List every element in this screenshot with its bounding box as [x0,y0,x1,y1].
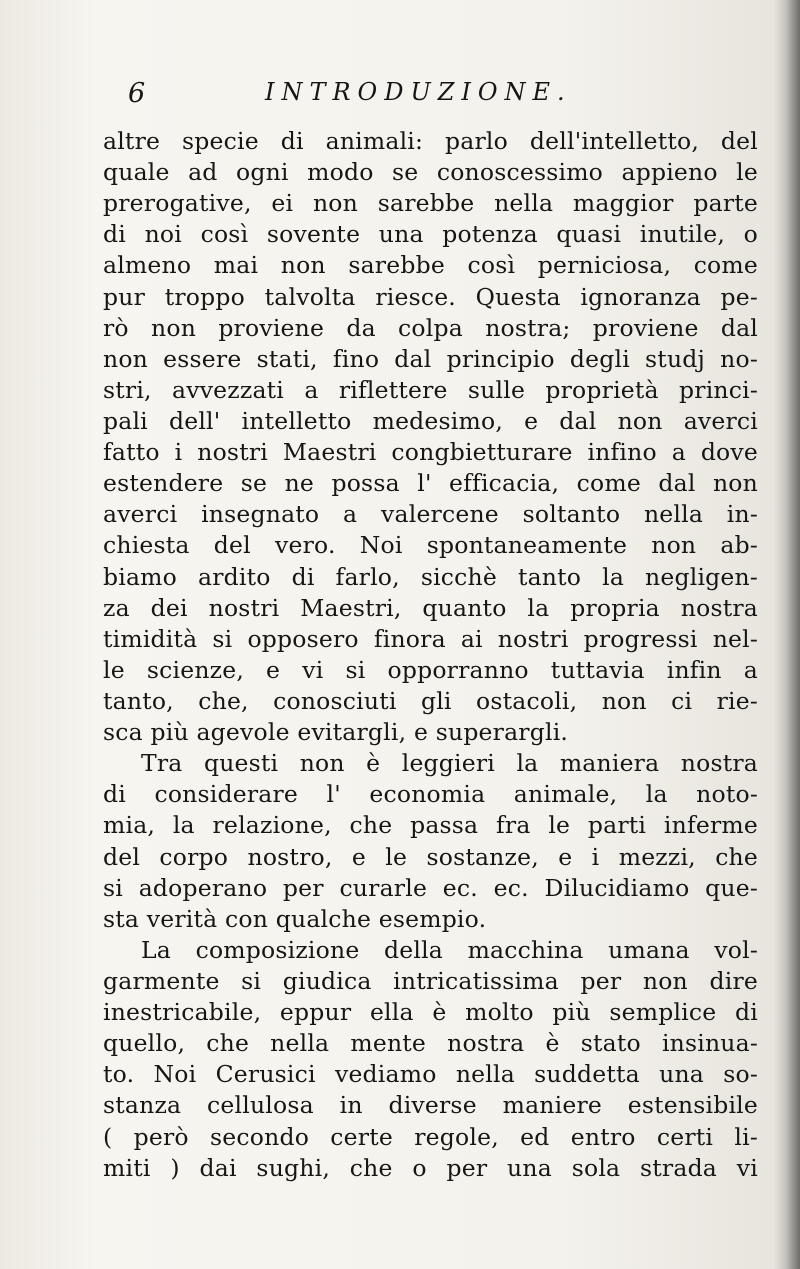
text-line: Tra questi non è leggieri la maniera nostra [141,749,758,778]
text-line: garmente si giudica intricatissima per non dire [103,966,758,995]
text-line: mia, la relazione, che passa fra le parti inferme [103,811,758,840]
body-text [103,126,758,1184]
text-line: di noi così sovente una potenza quasi inutile, o [103,220,758,249]
text-line: non essere stati, fino dal principio degli studj no- [103,344,758,373]
text-line: averci insegnato a valercene soltanto nella in- [103,500,758,529]
text-line: del corpo nostro, e le sostanze, e i mezzi, che [103,842,758,871]
text-line: to. Noi Cerusici vediamo nella suddetta una so- [103,1060,758,1089]
text-line: prerogative, ei non sarebbe nella maggior parte [103,189,758,218]
text-line: altre specie di animali: parlo dell'intelletto, del [103,127,758,155]
text-line: ( però secondo certe regole, ed entro certi li- [103,1122,758,1151]
text-line: estendere se ne possa l' efficacia, come dal non [103,469,758,498]
text-line: stanza cellulosa in diverse maniere estensibile [103,1091,758,1120]
text-line: biamo ardito di farlo, sicchè tanto la negligen- [103,562,758,591]
text-line: timidità si opposero finora ai nostri progressi nel- [103,624,758,653]
text-line: sta verità con qualche esempio. [103,904,487,933]
text-line: almeno mai non sarebbe così perniciosa, come [103,251,758,280]
text-line: pali dell' intelletto medesimo, e dal non averci [103,406,758,435]
text-line: quello, che nella mente nostra è stato insinua- [103,1029,758,1058]
text-line: inestricabile, eppur ella è molto più semplice di [103,998,758,1027]
text-line: La composizione della macchina umana vol- [141,935,758,964]
text-line: sca più agevole evitargli, e superargli. [103,718,569,747]
text-line: pur troppo talvolta riesce. Questa ignoranza pe- [103,282,758,311]
running-title: INTRODUZIONE. [265,78,572,106]
text-line: stri, avvezzati a riflettere sulle proprietà princi- [103,375,758,404]
page-edge-shadow [774,0,800,1269]
text-line: tanto, che, conosciuti gli ostacoli, non ci rie- [103,686,758,715]
text-line: fatto i nostri Maestri congbietturare infino a dove [103,438,758,467]
text-line: si adoperano per curarle ec. ec. Dilucidiamo que- [103,873,758,902]
text-line: miti ) dai sughi, che o per una sola strada vi [103,1153,758,1182]
text-line: quale ad ogni modo se conoscessimo appieno le [103,158,758,187]
text-line: rò non proviene da colpa nostra; proviene dal [103,313,758,342]
text-line: le scienze, e vi si opporranno tuttavia infin a [103,655,758,684]
page-header [120,78,760,118]
page-number: 6 [128,78,147,109]
text-line: chiesta del vero. Noi spontaneamente non ab- [103,531,758,560]
text-line: di considerare l' economia animale, la noto- [103,780,758,809]
text-line: za dei nostri Maestri, quanto la propria nostra [103,593,758,622]
